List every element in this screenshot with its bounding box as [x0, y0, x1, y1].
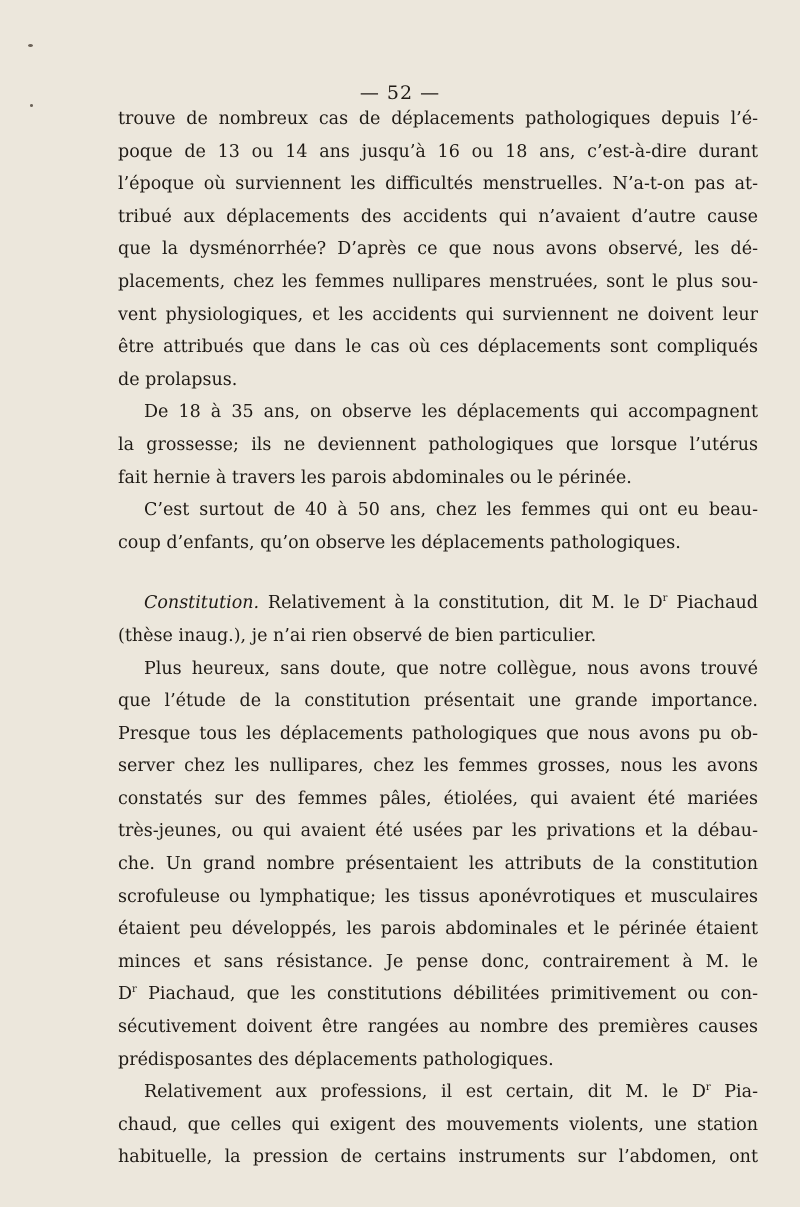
superscript: r — [705, 1082, 711, 1094]
line-text: server chez les nullipares, chez les femmes grosses, nous les avons — [118, 756, 758, 777]
line-text: scrofuleuse ou lymphatique; les tissus aponévrotiques et musculaires — [118, 886, 758, 907]
text-line — [118, 1141, 758, 1174]
text-line — [118, 429, 758, 462]
ink-speck — [30, 104, 33, 107]
line-text: (thèse inaug.), je n’ai rien observé de bien particulier. — [118, 625, 597, 646]
line-text: D — [118, 984, 133, 1005]
text-line — [118, 396, 758, 429]
superscript: r — [662, 593, 668, 605]
text-line — [118, 1011, 758, 1044]
line-text: Plus heureux, sans doute, que notre collègue, nous avons trouvé — [144, 658, 758, 679]
section-heading: Constitution. — [144, 593, 260, 614]
text-line — [118, 620, 758, 653]
line-text: minces et sans résistance. Je pense donc, contrairement à M. le — [118, 951, 758, 972]
text-line — [118, 750, 758, 783]
text-line — [118, 653, 758, 686]
text-line — [118, 1109, 758, 1142]
text-line — [118, 266, 758, 299]
superscript: r — [132, 984, 137, 996]
line-text: fait hernie à travers les parois abdominales ou le périnée. — [118, 467, 632, 488]
line-text: être attribués que dans le cas où ces déplacements sont compliqués — [118, 337, 758, 358]
line-text-suffix: Pia- — [710, 1082, 758, 1103]
line-text: l’époque où surviennent les difficultés menstruelles. N’a-t-on pas at- — [118, 174, 758, 195]
line-text: Presque tous les déplacements pathologiques que nous avons pu ob- — [118, 723, 758, 744]
page-number: — 52 — — [359, 82, 441, 104]
text-line — [118, 783, 758, 816]
text-line — [118, 946, 758, 979]
line-text: Relativement à la constitution, dit M. le D — [259, 593, 663, 614]
line-text: tribué aux déplacements des accidents qui n’avaient d’autre cause — [118, 206, 758, 227]
line-text: trouve de nombreux cas de déplacements pathologiques depuis l’é- — [118, 109, 758, 129]
line-text: placements, chez les femmes nullipares menstruées, sont le plus sou- — [118, 271, 758, 292]
line-text: étaient peu développés, les parois abdominales et le périnée étaient — [118, 919, 758, 940]
text-line — [118, 462, 758, 495]
ink-speck — [28, 44, 33, 47]
line-text: que l’étude de la constitution présentait une grande importance. — [118, 691, 758, 712]
line-text: que la dysménorrhée? D’après ce que nous avons observé, les dé- — [118, 239, 758, 260]
text-line — [118, 881, 758, 914]
text-line — [118, 1044, 758, 1077]
text-line — [118, 718, 758, 751]
text-line — [118, 685, 758, 718]
line-text: très-jeunes, ou qui avaient été usées par les privations et la débau- — [118, 821, 758, 842]
line-text: la grossesse; ils ne deviennent pathologiques que lorsque l’utérus — [118, 434, 758, 455]
line-text: vent physiologiques, et les accidents qui surviennent ne doivent leur — [118, 304, 758, 325]
text-line — [118, 848, 758, 881]
text-line — [118, 168, 758, 201]
text-line — [118, 233, 758, 266]
text-line — [118, 587, 758, 620]
text-line — [118, 815, 758, 848]
line-text: C’est surtout de 40 à 50 ans, chez les femmes qui ont eu beau- — [144, 500, 758, 521]
text-line — [118, 1076, 758, 1109]
line-text: De 18 à 35 ans, on observe les déplacements qui accompagnent — [144, 402, 758, 423]
line-text: Relativement aux professions, il est certain, dit M. le D — [144, 1082, 706, 1103]
text-line — [118, 299, 758, 332]
line-text: poque de 13 ou 14 ans jusqu’à 16 ou 18 ans, c’est-à-dire durant — [118, 141, 758, 162]
text-line — [118, 494, 758, 527]
text-line — [118, 978, 758, 1011]
text-line — [118, 913, 758, 946]
line-text-suffix: Piachaud, que les constitutions débilitées primitivement ou con- — [136, 984, 758, 1005]
text-line — [118, 527, 758, 560]
line-text: constatés sur des femmes pâles, étiolées, qui avaient été mariées — [118, 788, 758, 809]
text-line — [118, 103, 758, 136]
line-text: de prolapsus. — [118, 369, 238, 390]
text-line — [118, 331, 758, 364]
line-text: sécutivement doivent être rangées au nombre des premières causes — [118, 1017, 758, 1038]
line-text: habituelle, la pression de certains instruments sur l’abdomen, ont — [118, 1147, 758, 1168]
paragraph-gap — [118, 559, 758, 587]
text-line — [118, 136, 758, 169]
text-line — [118, 364, 758, 397]
line-text: coup d’enfants, qu’on observe les déplacements pathologiques. — [118, 532, 681, 553]
line-text: chaud, que celles qui exigent des mouvements violents, une station — [118, 1114, 758, 1135]
line-text: che. Un grand nombre présentaient les attributs de la constitution — [118, 854, 758, 875]
line-text: prédisposantes des déplacements pathologiques. — [118, 1049, 554, 1070]
body-text — [118, 103, 758, 1174]
text-line — [118, 201, 758, 234]
line-text-suffix: Piachaud — [667, 593, 758, 614]
